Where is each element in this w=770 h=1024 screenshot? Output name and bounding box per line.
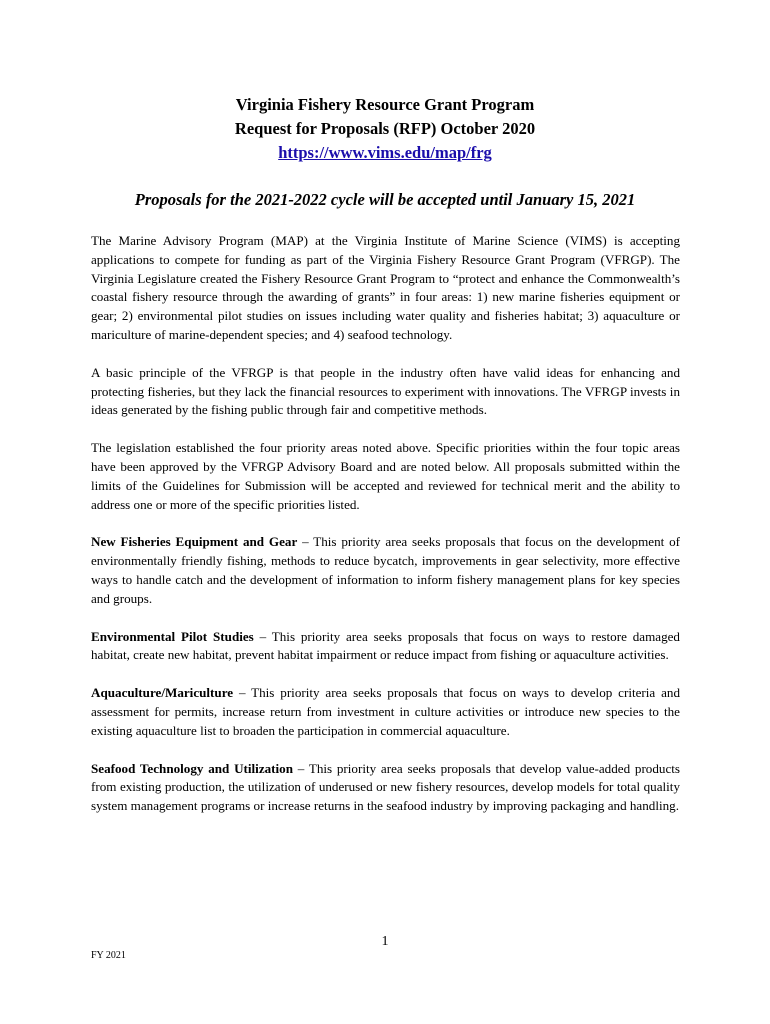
priority-seafood xyxy=(91,760,680,816)
priority-aquaculture xyxy=(91,684,680,740)
principle-paragraph: A basic principle of the VFRGP is that people in the industry often have valid ideas for enhancing and protecting fisheries, but they lack the financial resources to experiment with innovations. The VFRGP invests in ideas generated by the fishing public through fair and competitive methods. xyxy=(91,364,680,418)
document-title: Virginia Fishery Resource Grant Program xyxy=(235,95,535,114)
document-header xyxy=(0,93,770,165)
page-number: 1 xyxy=(381,934,389,949)
priority-aquaculture-heading: Aquaculture/Mariculture xyxy=(91,685,234,701)
priority-seafood-heading: Seafood Technology and Utilization xyxy=(91,760,293,776)
footer-fiscal-year: FY 2021 xyxy=(91,950,126,961)
priority-equipment-heading: New Fisheries Equipment and Gear xyxy=(91,534,298,550)
priority-environmental-heading: Environmental Pilot Studies xyxy=(91,628,254,644)
document-subtitle: Request for Proposals (RFP) October 2020 xyxy=(234,119,536,138)
program-website-link[interactable]: https://www.vims.edu/map/frg xyxy=(278,143,492,162)
priority-equipment-text: – This priority area seeks proposals that focus on the development of environmentally friendly fishing, methods to reduce bycatch, improvements in gear selectivity, more effective ways to handle catch and the development of information to inform fishery management plans for key species and groups. xyxy=(91,534,680,606)
priority-aquaculture-text: – This priority area seeks proposals that focus on ways to develop criteria and assessment for permits, increase return from investment in culture activities or introduce new species to the existing aquaculture list to broaden the participation in commercial aquaculture. xyxy=(91,685,680,738)
priority-environmental xyxy=(91,628,680,666)
intro-paragraph: The Marine Advisory Program (MAP) at the Virginia Institute of Marine Science (VIMS) is accepting applications to compete for funding as part of the Virginia Fishery Resource Grant Program (VFRGP). The Virginia Legislature created the Fishery Resource Grant Program to “protect and enhance the Commonwealth’s coastal fishery resource through the awarding of grants” in four areas: 1) new marine fisheries equipment or gear; 2) environmental pilot studies on issues including water quality and fisheries habitat; 3) aquaculture or mariculture of marine-dependent species; and 4) seafood technology. xyxy=(91,233,680,342)
priority-equipment xyxy=(91,533,680,608)
document-body xyxy=(91,232,680,835)
legislation-paragraph: The legislation established the four priority areas noted above. Specific priorities within the four topic areas have been approved by the VFRGP Advisory Board and are noted below. All proposals submitted within the limits of the Guidelines for Submission will be accepted and reviewed for technical merit and the ability to address one or more of the specific priorities listed. xyxy=(91,440,680,512)
proposal-deadline: Proposals for the 2021-2022 cycle will be accepted until January 15, 2021 xyxy=(134,190,636,209)
priority-seafood-text: – This priority area seeks proposals that develop value-added products from existing production, the utilization of underused or new fishery resources, develop models for total quality system management programs or increase returns in the seafood industry by improving packaging and handling. xyxy=(91,760,680,814)
priority-environmental-text: – This priority area seeks proposals that focus on ways to restore damaged habitat, create new habitat, prevent habitat impairment or reduce impact from fishing or aquaculture activities. xyxy=(91,628,680,663)
